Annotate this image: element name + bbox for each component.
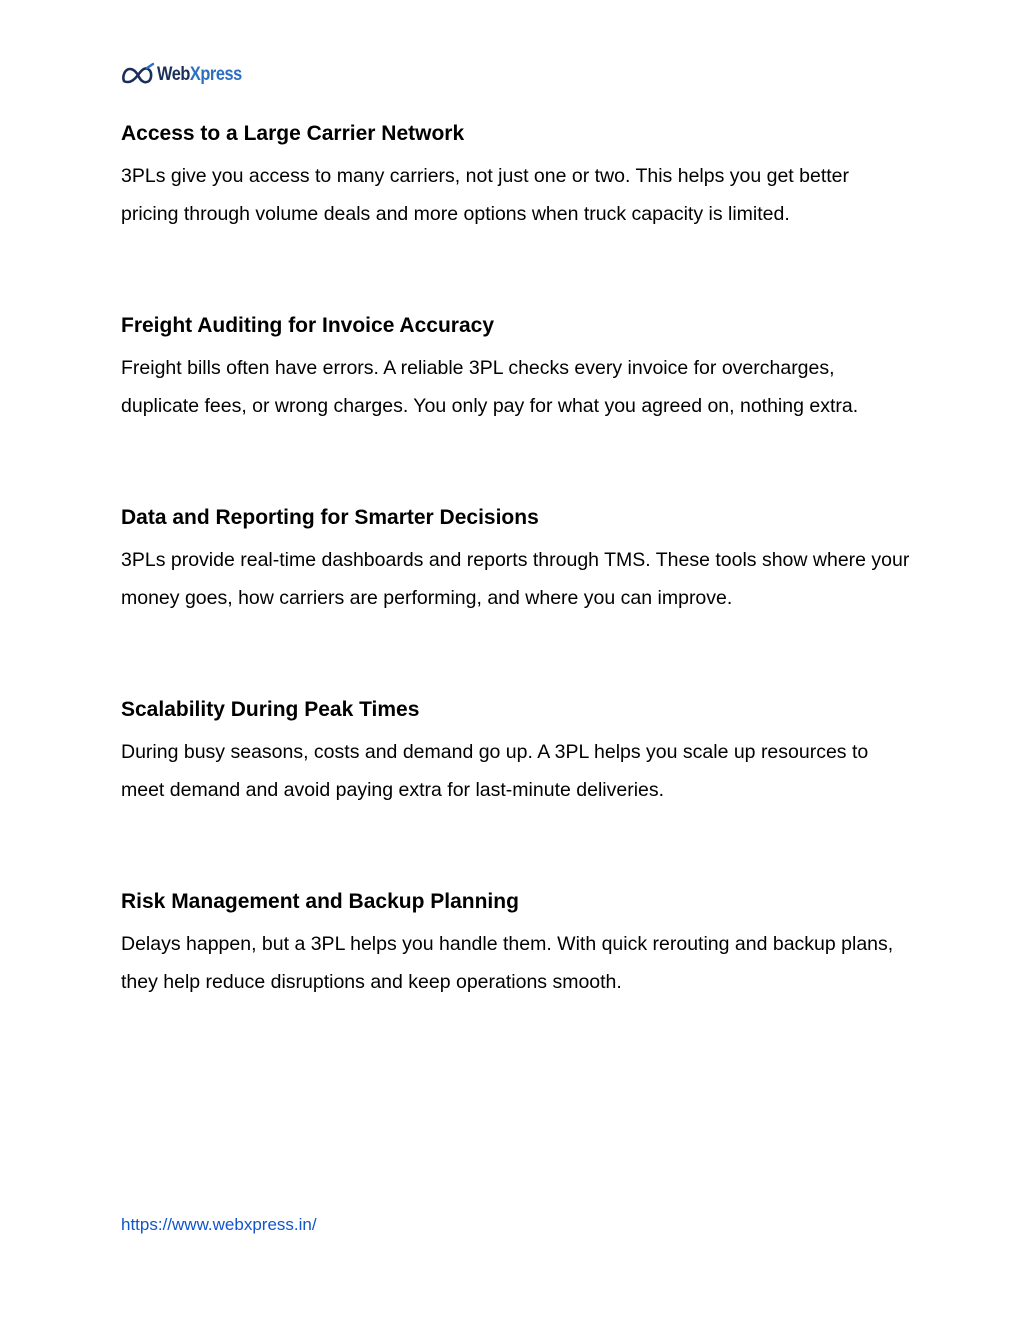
section-scalability: [121, 691, 911, 809]
section-heading: Access to a Large Carrier Network: [121, 122, 465, 145]
webxpress-logo: [121, 60, 256, 90]
section-body: Freight bills often have errors. A reliable 3PL checks every invoice for overcharges, duplicate fees, or wrong charges. You only pay for what you agreed on, nothing extra.: [121, 357, 859, 417]
section-freight-auditing: [121, 307, 911, 425]
section-body: During busy seasons, costs and demand go up. A 3PL helps you scale up resources to meet demand and avoid paying extra for last-minute deliveries.: [121, 741, 869, 801]
logo-xpress-text: Xpress: [189, 64, 242, 85]
website-link[interactable]: https://www.webxpress.in/: [121, 1215, 317, 1234]
section-heading: Risk Management and Backup Planning: [121, 890, 519, 913]
logo-web-text: Web: [157, 64, 190, 85]
section-data-reporting: [121, 499, 911, 617]
section-risk-management: [121, 883, 911, 1001]
section-body: 3PLs give you access to many carriers, not just one or two. This helps you get better pricing through volume deals and more options when truck capacity is limited.: [121, 165, 850, 225]
section-heading: Freight Auditing for Invoice Accuracy: [121, 314, 494, 337]
logo-wordmark: [157, 64, 242, 86]
section-carrier-network: [121, 115, 911, 233]
section-body: Delays happen, but a 3PL helps you handle them. With quick rerouting and backup plans, they help reduce disruptions and keep operations smooth.: [121, 933, 894, 993]
section-heading: Scalability During Peak Times: [121, 698, 420, 721]
infinity-wing-logo-icon: [121, 62, 155, 88]
section-heading: Data and Reporting for Smarter Decisions: [121, 506, 539, 529]
document-content: [121, 115, 911, 1075]
section-body: 3PLs provide real-time dashboards and reports through TMS. These tools show where your money goes, how carriers are performing, and where you can improve.: [121, 549, 910, 609]
